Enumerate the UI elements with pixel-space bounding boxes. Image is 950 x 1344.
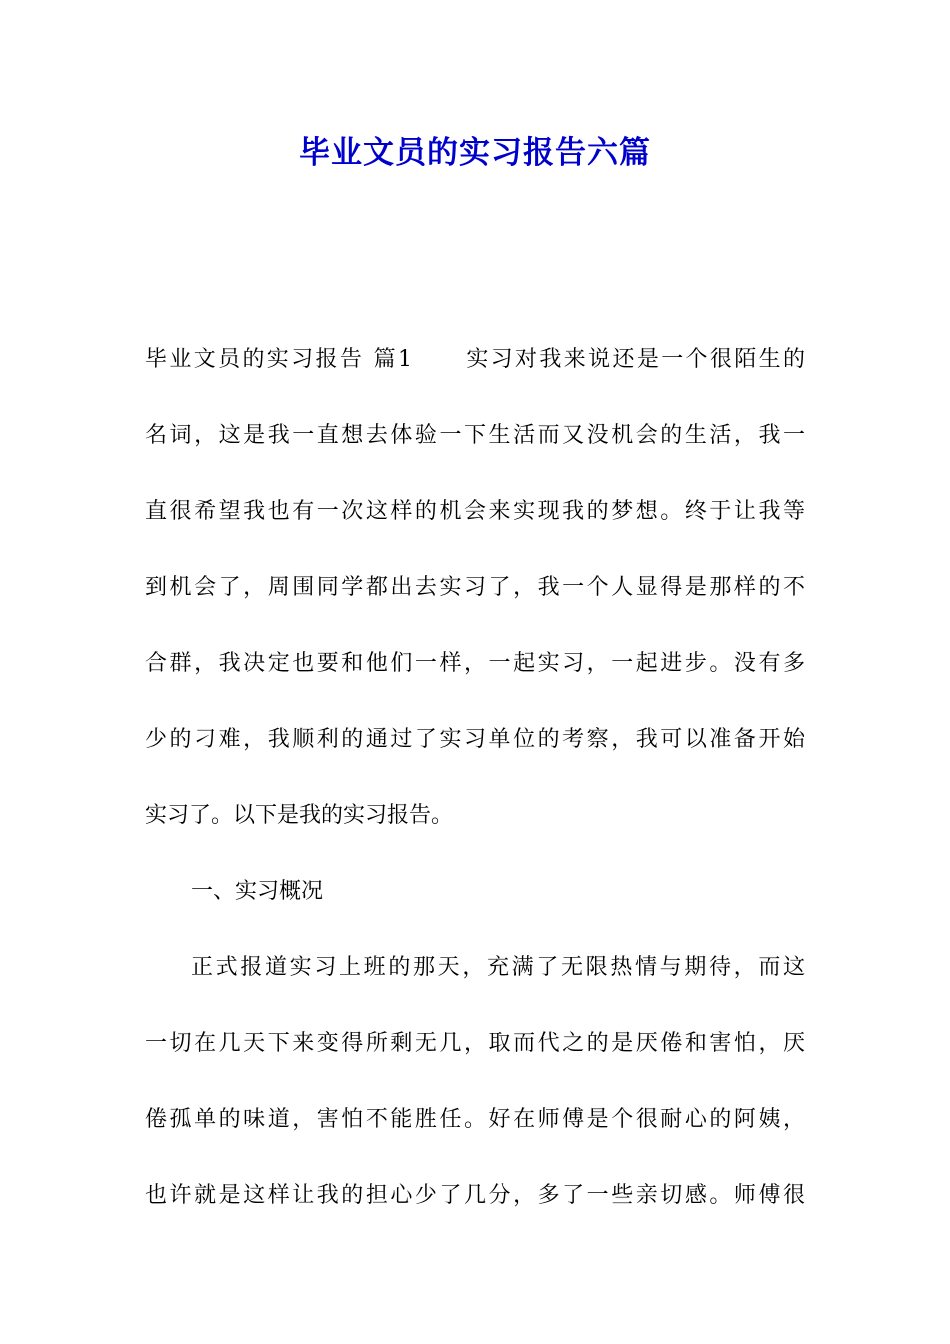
paragraph-line: 名词，这是我一直想去体验一下生活而又没机会的生活，我一 bbox=[145, 423, 805, 448]
paragraph-line-indented: 正式报道实习上班的那天，充满了无限热情与期待，而这 bbox=[191, 955, 805, 980]
paragraph-line-first bbox=[145, 331, 805, 407]
paragraph-line: 少的刁难，我顺利的通过了实习单位的考察，我可以准备开始 bbox=[145, 727, 805, 752]
report-heading-inline: 毕业文员的实习报告 篇1 bbox=[145, 347, 412, 372]
section-heading: 一、实习概况 bbox=[191, 879, 324, 904]
document-title: 毕业文员的实习报告六篇 bbox=[299, 135, 651, 171]
paragraph-line: 合群，我决定也要和他们一样，一起实习，一起进步。没有多 bbox=[145, 651, 805, 676]
paragraph-line: 倦孤单的味道，害怕不能胜任。好在师傅是个很耐心的阿姨， bbox=[145, 1107, 805, 1132]
paragraph-line-last: 实习了。以下是我的实习报告。 bbox=[145, 803, 454, 828]
paragraph-line: 也许就是这样让我的担心少了几分，多了一些亲切感。师傅很 bbox=[145, 1183, 805, 1208]
document-body bbox=[145, 331, 805, 1243]
paragraph-lead-text: 实习对我来说还是一个很陌生的 bbox=[463, 347, 805, 372]
paragraph-line: 直很希望我也有一次这样的机会来实现我的梦想。终于让我等 bbox=[145, 499, 805, 524]
paragraph-line: 一切在几天下来变得所剩无几，取而代之的是厌倦和害怕，厌 bbox=[145, 1031, 805, 1056]
paragraph-line: 到机会了，周围同学都出去实习了，我一个人显得是那样的不 bbox=[145, 575, 805, 600]
